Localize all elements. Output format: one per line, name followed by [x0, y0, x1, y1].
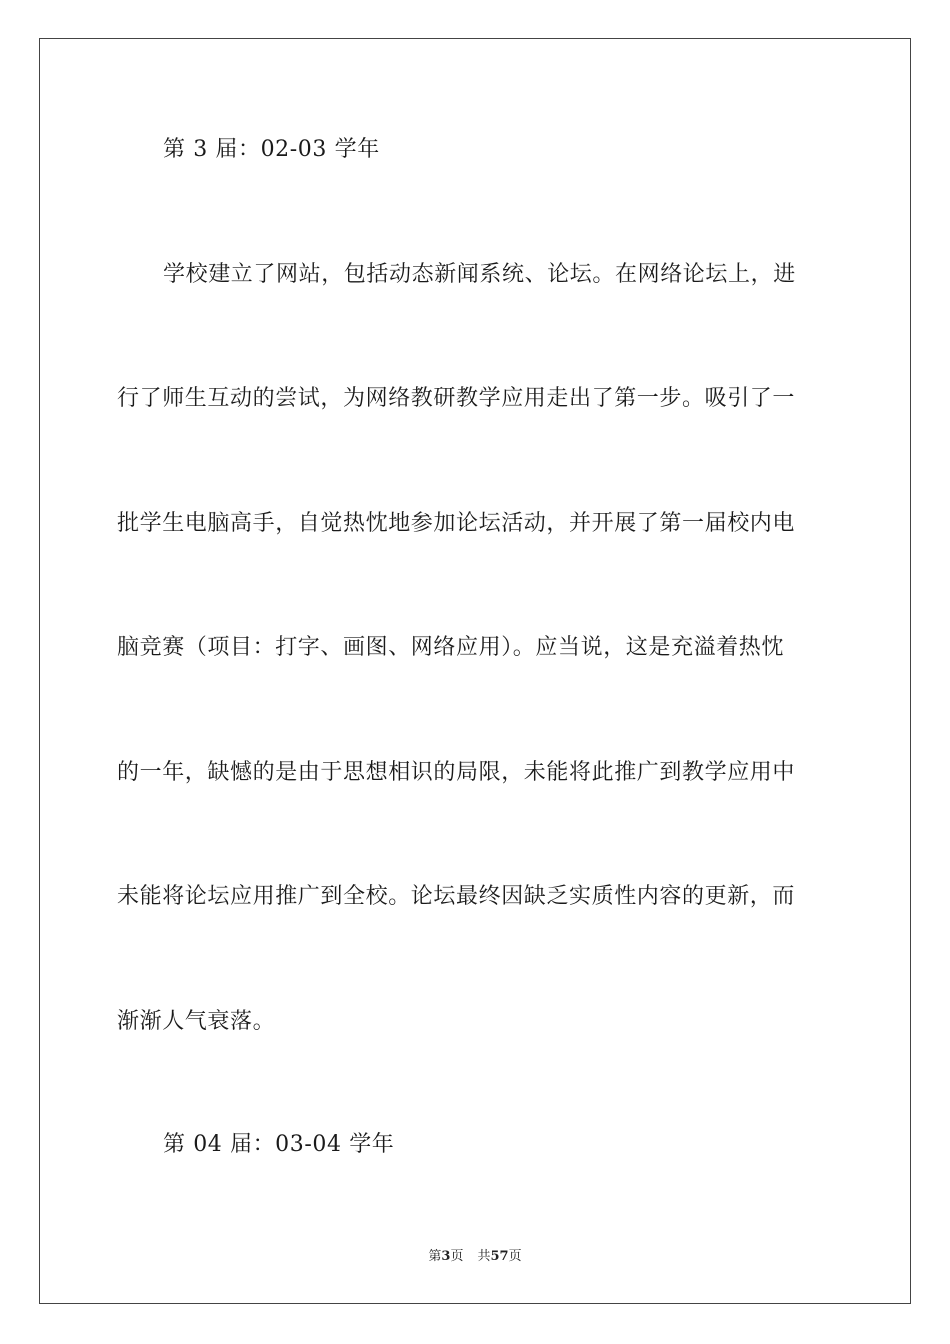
- footer-total-prefix: 共: [477, 1249, 491, 1264]
- page-footer: [0, 1248, 950, 1266]
- page-border: [39, 38, 911, 1304]
- paragraph-line-6: 未能将论坛应用推广到全校。论坛最终因缺乏实质性内容的更新，而: [117, 884, 796, 909]
- section-heading-4: 第 04 届：03-04 学年: [163, 1132, 395, 1157]
- footer-page-suffix: 页: [450, 1249, 464, 1264]
- paragraph-line-4: 脑竞赛（项目：打字、画图、网络应用）。应当说，这是充溢着热忱: [117, 635, 785, 660]
- footer-page-number: 3: [441, 1249, 451, 1264]
- footer-page-prefix: 第: [428, 1249, 442, 1264]
- paragraph-line-5: 的一年，缺憾的是由于思想相识的局限，未能将此推广到教学应用中: [117, 760, 796, 785]
- paragraph-line-2: 行了师生互动的尝试，为网络教研教学应用走出了第一步。吸引了一: [117, 386, 796, 411]
- footer-total-suffix: 页: [508, 1249, 522, 1264]
- paragraph-line-1: 学校建立了网站，包括动态新闻系统、论坛。在网络论坛上，进: [163, 262, 796, 287]
- section-heading-3: 第 3 届：02-03 学年: [163, 137, 380, 162]
- footer-total-pages: 57: [490, 1249, 509, 1264]
- paragraph-line-7: 渐渐人气衰落。: [117, 1009, 276, 1034]
- paragraph-line-3: 批学生电脑高手，自觉热忱地参加论坛活动，并开展了第一届校内电: [117, 511, 796, 536]
